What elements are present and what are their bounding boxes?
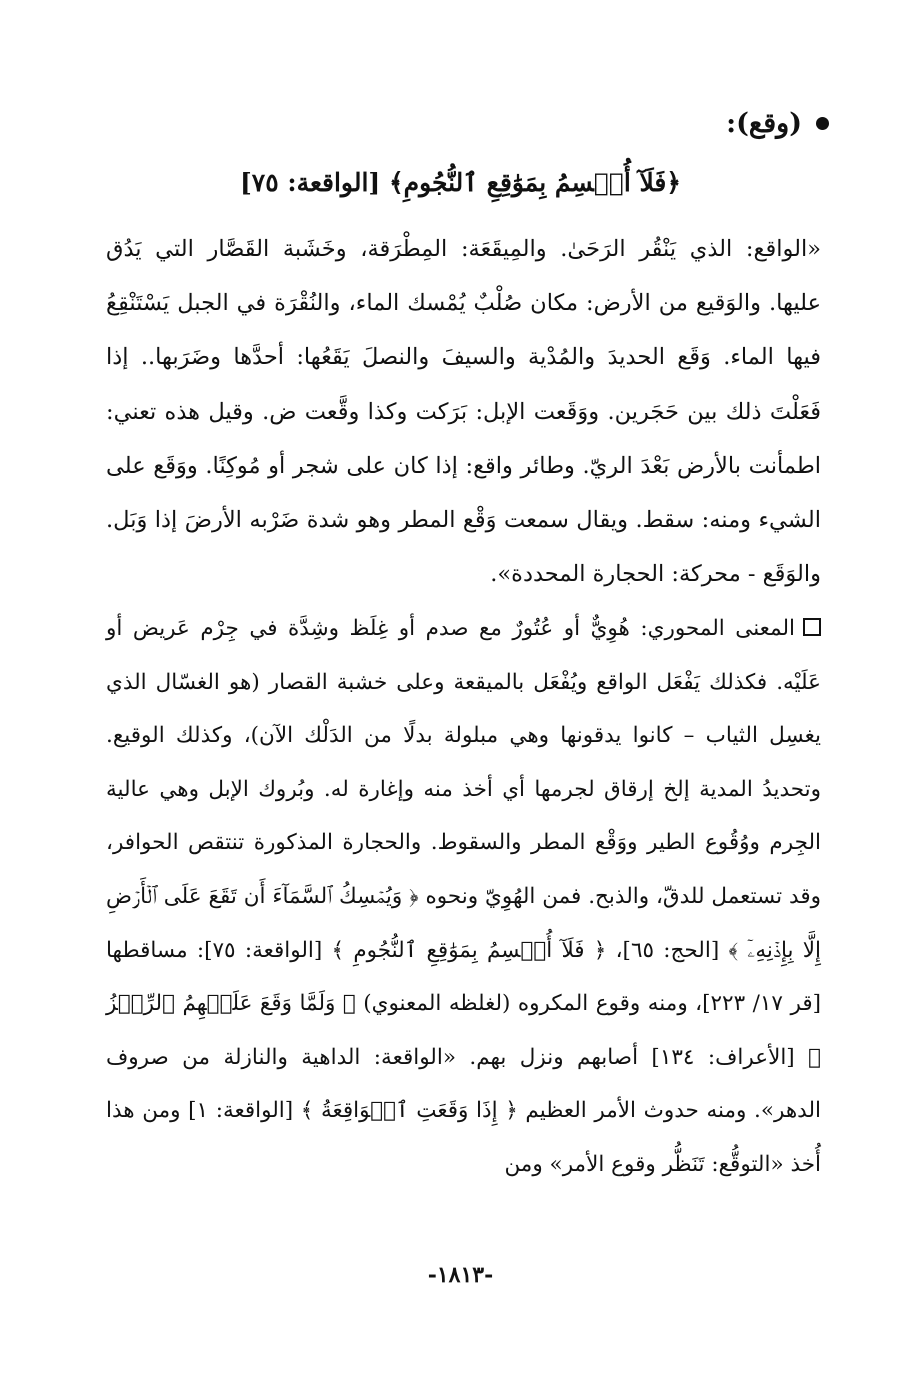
entry-heading — [726, 108, 829, 139]
square-icon — [803, 618, 821, 636]
core-meaning-text: هُوِيٌّ أو عُتُورٌ مع صدم أو غِلَظ وشِدَّة في جِرْم عَريض أو عَلَيْه. فكذلك يَفْعَل الواقع ويُفْعَل بالميقعة وعلى خشبة القصار (هو الغسّال الذي يغسِل الثياب – كانوا يدقونها وهي مبلولة بدلًا من الدَلْك الآن)، وكذلك الوقيع. وتحديدُ المدية إلخ إرقاق لجرمها أي أخذ منه وإغارة له. وبُروك الإبل وهي عالية الجِرم ووُقُوع الطير ووَقْع المطر والسقوط. والحجارة المذكورة تنتقص الحوافر، وقد تستعمل للدقّ، والذبح. فمن الهُوِيّ ونحوه ﴿ وَيُمۡسِكُ ٱلسَّمَآءَ أَن تَقَعَ عَلَى ٱلۡأَرۡضِ إِلَّا بِإِذۡنِهِۦٓ ﴾ [الحج: ٦٥]، ﴿ فَلَآ أُقۡسِمُ بِمَوَٰقِعِ ٱلنُّجُومِ ﴾ [الواقعة: ٧٥]: مساقطها [قر ١٧/ ٢٢٣]، ومنه وقوع المكروه (لغلظه المعنوي) ﴿ وَلَمَّا وَقَعَ عَلَيۡهِمُ ٱلرِّجۡزُ ﴾ [الأعراف: ١٣٤] أصابهم ونزل بهم. «الواقعة: الداهية والنازلة من صروف الدهر». ومنه حدوث الأمر العظيم ﴿ إِذَا وَقَعَتِ ٱلۡوَاقِعَةُ ﴾ [الواقعة: ١] ومن هذا أُخذ «التوقُّع: تَنَظُّر وقوع الأمر» ومن — [106, 616, 822, 1177]
quran-verse: ﴿فَلَآ أُقۡسِمُ بِمَوَٰقِعِ ٱلنُّجُومِ﴾ [الواقعة: ٧٥] — [239, 168, 682, 197]
bullet-icon — [816, 117, 829, 130]
core-meaning-body — [106, 602, 821, 1192]
page-number: -١٨١٣- — [427, 1262, 494, 1288]
lexicon-text: «الواقع: الذي يَنْقُر الرَحَىٰ. والمِيقَعَة: المِطْرَقة، وخَشَبة القَصَّار التي يَدُق عليها. والوَقيع من الأرض: مكان صُلْبٌ يُمْسك الماء، والنُقْرَة في الجبل يَسْتَنْقِعُ فيها الماء. وَقَع الحديدَ والمُدْية والسيفَ والنصلَ يَقَعُها: أحدَّها وضَرَبها.. إذا فَعَلْتَ ذلك بين حَجَرين. ووَقَعت الإبل: بَرَكت وكذا وقَّعت ض. وقيل هذه تعني: اطمأنت بالأرض بَعْدَ الريّ. وطائر واقع: إذا كان على شجر أو مُوكِنًا. ووَقَع على الشيء ومنه: سقط. ويقال سمعت وَقْع المطر وهو شدة ضَرْبه الأرضَ إذا وَبَل. والوَقَع - محركة: الحجارة المحددة». — [106, 236, 821, 588]
root-title: (وقع): — [726, 108, 802, 139]
core-meaning-paragraph — [106, 602, 821, 1192]
core-meaning-label: المعنى المحوري: — [640, 616, 796, 641]
lexicon-paragraph — [106, 222, 821, 601]
